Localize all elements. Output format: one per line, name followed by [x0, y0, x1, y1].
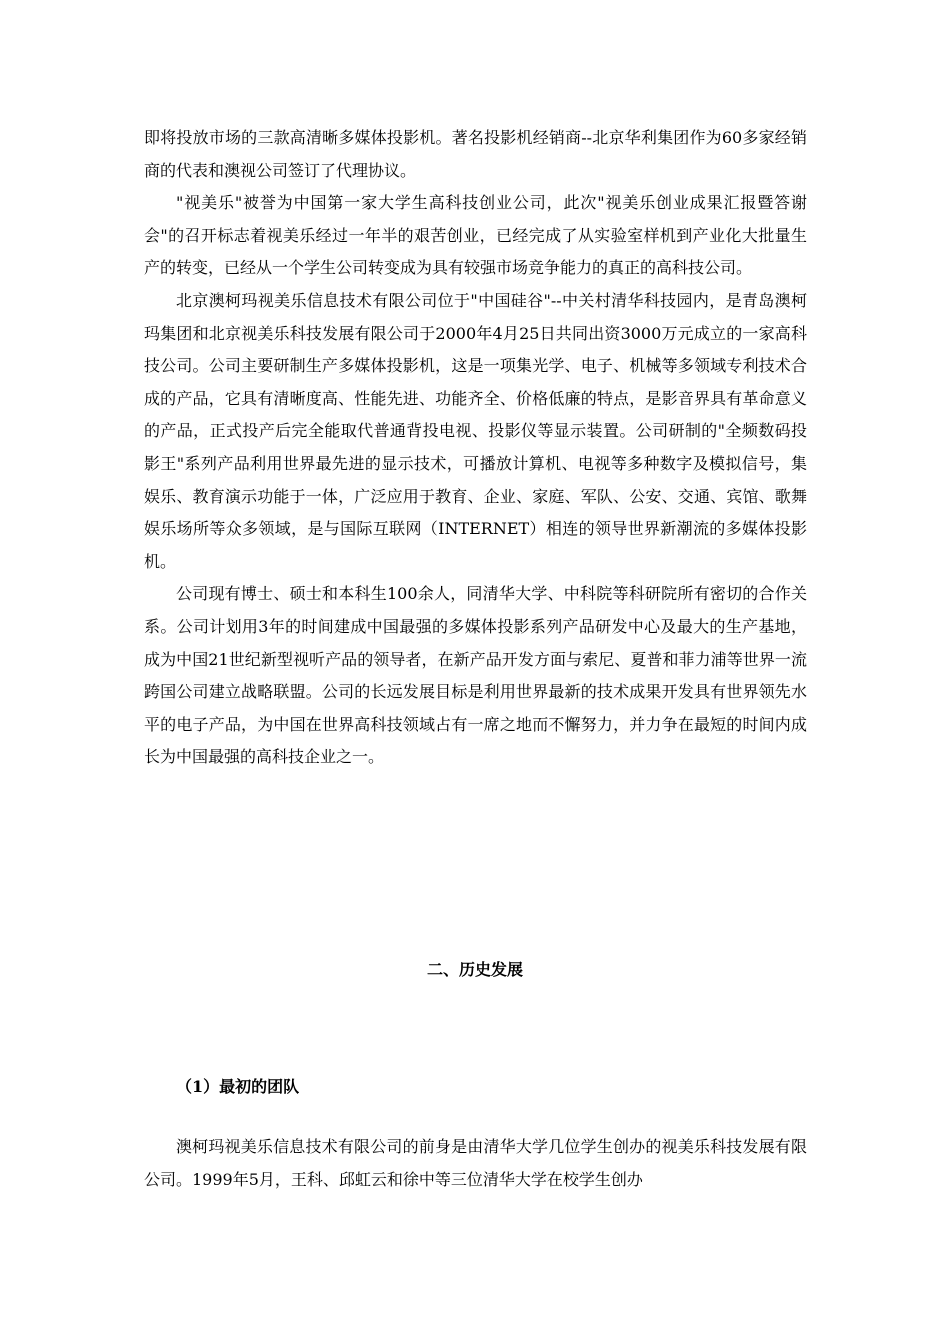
paragraph-continuation: 即将投放市场的三款高清晰多媒体投影机。著名投影机经销商--北京华利集团作为60多家经销商的代表和澳视公司签订了代理协议。 — [144, 128, 807, 180]
paragraph: 北京澳柯玛视美乐信息技术有限公司位于"中国硅谷"--中关村清华科技园内，是青岛澳柯玛集团和北京视美乐科技发展有限公司于2000年4月25日共同出资3000万元成立的一家高科技公司。公司主要研制生产多媒体投影机，这是一项集光学、电子、机械等多领域专利技术合成的产品，它具有清晰度高、性能先进、功能齐全、价格低廉的特点，是影音界具有革命意义的产品，正式投产后完全能取代普通背投电视、投影仪等显示装置。公司研制的"全频数码投影王"系列产品利用世界最先进的显示技术，可播放计算机、电视等多种数字及模拟信号，集娱乐、教育演示功能于一体，广泛应用于教育、企业、家庭、军队、公安、交通、宾馆、歌舞娱乐场所等众多领域，是与国际互联网（INTERNET）相连的领导世界新潮流的多媒体投影机。 — [144, 290, 807, 571]
paragraph: 公司现有博士、硕士和本科生100余人，同清华大学、中科院等科研院所有密切的合作关系。公司计划用3年的时间建成中国最强的多媒体投影系列产品研发中心及最大的生产基地，成为中国21世纪新型视听产品的领导者，在新产品开发方面与索尼、夏普和菲力浦等世界一流跨国公司建立战略联盟。公司的长远发展目标是利用世界最新的技术成果开发具有世界领先水平的电子产品，为中国在世界高科技领域占有一席之地而不懈努力，并力争在最短的时间内成长为中国最强的高科技企业之一。 — [144, 584, 807, 767]
section-heading: 二、历史发展 — [426, 960, 523, 979]
body-text-top — [144, 122, 807, 774]
paragraph: 澳柯玛视美乐信息技术有限公司的前身是由清华大学几位学生创办的视美乐科技发展有限公司。1999年5月，王科、邱虹云和徐中等三位清华大学在校学生创办 — [144, 1137, 807, 1189]
paragraph: "视美乐"被誉为中国第一家大学生高科技创业公司，此次"视美乐创业成果汇报暨答谢会"的召开标志着视美乐经过一年半的艰苦创业，已经完成了从实验室样机到产业化大批量生产的转变，已经从一个学生公司转变成为具有较强市场竞争能力的真正的高科技公司。 — [144, 193, 807, 278]
subsection-heading: （1）最初的团队 — [176, 1077, 300, 1096]
body-text-bottom — [144, 1131, 807, 1196]
